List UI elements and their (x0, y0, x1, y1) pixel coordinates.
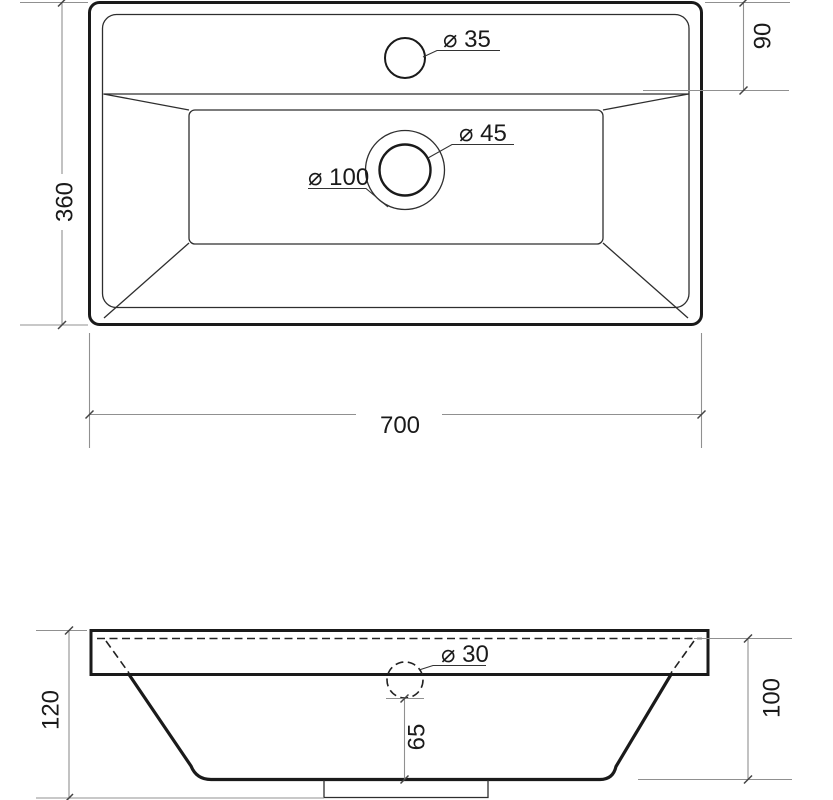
label-faucet-diameter: ⌀ 35 (443, 26, 491, 53)
top-view-outer-edge (90, 3, 702, 325)
hidden-wall-right (671, 641, 694, 673)
basin-corner-line-top-left (104, 94, 190, 110)
label-drain-diameter: ⌀ 45 (459, 120, 507, 147)
front-view (36, 627, 792, 800)
label-overflow-recess-diameter: ⌀ 100 (308, 164, 370, 191)
dim-65-value: 65 (403, 723, 431, 751)
overflow-hole (387, 662, 423, 698)
basin-corner-line-bottom-left (104, 243, 189, 318)
front-view-rim (91, 631, 708, 675)
basin-corner-line-bottom-right (603, 243, 688, 318)
top-view (20, 0, 790, 448)
dim-overflow-hole-height (386, 695, 431, 784)
callout-faucet-diameter (423, 26, 500, 57)
faucet-hole (385, 38, 425, 78)
dim-overall-width (86, 333, 706, 448)
label-overflow-hole-diameter: ⌀ 30 (441, 641, 489, 668)
basin-bottom-edge (189, 110, 603, 244)
basin-corner-line-top-right (603, 94, 689, 110)
drain-boss (324, 780, 488, 798)
callout-overflow-recess-diameter (308, 164, 388, 207)
dim-90-value: 90 (749, 22, 777, 50)
dim-100-value: 100 (758, 677, 786, 719)
dim-120-value: 120 (37, 689, 65, 731)
callout-overflow-hole-diameter (419, 641, 489, 670)
dim-body-height (638, 635, 792, 784)
dim-700-value: 700 (379, 412, 421, 439)
basin-body-outline (129, 675, 671, 780)
drain-hole (380, 145, 431, 196)
hidden-wall-left (106, 641, 129, 673)
dim-overall-depth (20, 0, 88, 329)
dim-overall-height (36, 627, 324, 800)
top-view-rim-inner-edge (103, 15, 690, 308)
dim-360-value: 360 (51, 181, 79, 223)
